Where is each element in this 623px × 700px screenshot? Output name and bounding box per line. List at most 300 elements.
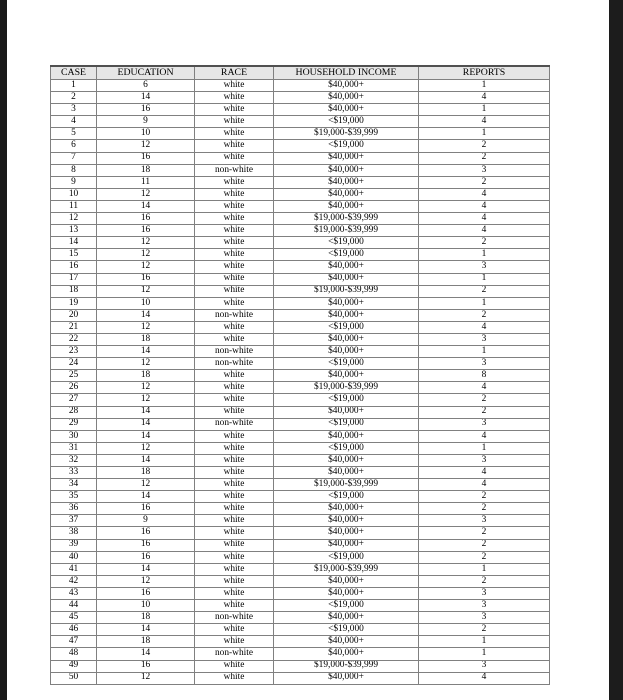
cell-education: 16 bbox=[97, 587, 195, 599]
cell-household-income: $19,000-$39,999 bbox=[274, 213, 419, 225]
cell-reports: 2 bbox=[419, 551, 550, 563]
cell-education: 12 bbox=[97, 382, 195, 394]
cell-race: white bbox=[195, 672, 274, 684]
cell-reports: 3 bbox=[419, 164, 550, 176]
cell-reports: 3 bbox=[419, 333, 550, 345]
table-row bbox=[51, 297, 550, 309]
table-row bbox=[51, 612, 550, 624]
cell-race: white bbox=[195, 321, 274, 333]
cell-education: 10 bbox=[97, 600, 195, 612]
cell-reports: 2 bbox=[419, 624, 550, 636]
cell-education: 16 bbox=[97, 503, 195, 515]
column-header-race: RACE bbox=[195, 66, 274, 80]
cell-education: 12 bbox=[97, 358, 195, 370]
cell-household-income: <$19,000 bbox=[274, 358, 419, 370]
table-row bbox=[51, 491, 550, 503]
cell-reports: 1 bbox=[419, 442, 550, 454]
cell-race: white bbox=[195, 128, 274, 140]
cell-education: 16 bbox=[97, 225, 195, 237]
cell-household-income: <$19,000 bbox=[274, 237, 419, 249]
cell-education: 12 bbox=[97, 321, 195, 333]
cell-case: 3 bbox=[51, 104, 97, 116]
cell-education: 14 bbox=[97, 563, 195, 575]
cell-education: 16 bbox=[97, 539, 195, 551]
cell-case: 1 bbox=[51, 80, 97, 92]
cell-case: 28 bbox=[51, 406, 97, 418]
cell-case: 40 bbox=[51, 551, 97, 563]
table-row bbox=[51, 225, 550, 237]
cell-household-income: $40,000+ bbox=[274, 370, 419, 382]
cell-education: 16 bbox=[97, 104, 195, 116]
cell-race: white bbox=[195, 176, 274, 188]
cell-household-income: <$19,000 bbox=[274, 600, 419, 612]
cell-household-income: $40,000+ bbox=[274, 539, 419, 551]
cell-case: 41 bbox=[51, 563, 97, 575]
cell-case: 30 bbox=[51, 430, 97, 442]
cell-education: 12 bbox=[97, 285, 195, 297]
table-row bbox=[51, 104, 550, 116]
cell-case: 44 bbox=[51, 600, 97, 612]
cell-household-income: $40,000+ bbox=[274, 273, 419, 285]
cell-case: 48 bbox=[51, 648, 97, 660]
cell-case: 45 bbox=[51, 612, 97, 624]
cell-case: 32 bbox=[51, 454, 97, 466]
cell-case: 33 bbox=[51, 467, 97, 479]
cell-reports: 4 bbox=[419, 479, 550, 491]
cell-reports: 1 bbox=[419, 636, 550, 648]
cell-education: 9 bbox=[97, 515, 195, 527]
table-row bbox=[51, 539, 550, 551]
cell-case: 46 bbox=[51, 624, 97, 636]
cell-case: 37 bbox=[51, 515, 97, 527]
cell-race: white bbox=[195, 527, 274, 539]
cell-household-income: $19,000-$39,999 bbox=[274, 225, 419, 237]
cell-household-income: <$19,000 bbox=[274, 249, 419, 261]
table-row bbox=[51, 563, 550, 575]
table-row bbox=[51, 213, 550, 225]
table-row bbox=[51, 672, 550, 684]
cell-case: 6 bbox=[51, 140, 97, 152]
cell-education: 14 bbox=[97, 200, 195, 212]
cell-education: 14 bbox=[97, 418, 195, 430]
cell-case: 42 bbox=[51, 575, 97, 587]
cell-race: white bbox=[195, 382, 274, 394]
cell-case: 5 bbox=[51, 128, 97, 140]
cell-education: 14 bbox=[97, 430, 195, 442]
cell-case: 29 bbox=[51, 418, 97, 430]
cell-race: white bbox=[195, 237, 274, 249]
cell-case: 15 bbox=[51, 249, 97, 261]
cell-reports: 4 bbox=[419, 321, 550, 333]
cell-case: 50 bbox=[51, 672, 97, 684]
cell-education: 12 bbox=[97, 394, 195, 406]
table-row bbox=[51, 370, 550, 382]
cell-household-income: $40,000+ bbox=[274, 297, 419, 309]
cell-household-income: $40,000+ bbox=[274, 164, 419, 176]
cell-household-income: $40,000+ bbox=[274, 152, 419, 164]
cell-race: white bbox=[195, 430, 274, 442]
cell-case: 24 bbox=[51, 358, 97, 370]
cell-reports: 2 bbox=[419, 575, 550, 587]
cell-household-income: $19,000-$39,999 bbox=[274, 382, 419, 394]
right-window-edge bbox=[609, 0, 623, 700]
cell-education: 12 bbox=[97, 237, 195, 249]
cell-household-income: $19,000-$39,999 bbox=[274, 285, 419, 297]
cell-education: 12 bbox=[97, 575, 195, 587]
cell-race: white bbox=[195, 479, 274, 491]
table-row bbox=[51, 624, 550, 636]
cell-reports: 4 bbox=[419, 213, 550, 225]
cell-education: 14 bbox=[97, 309, 195, 321]
table-row bbox=[51, 237, 550, 249]
cell-race: white bbox=[195, 213, 274, 225]
cell-education: 12 bbox=[97, 188, 195, 200]
cell-household-income: $40,000+ bbox=[274, 261, 419, 273]
cell-reports: 2 bbox=[419, 309, 550, 321]
cell-reports: 3 bbox=[419, 600, 550, 612]
cell-reports: 4 bbox=[419, 672, 550, 684]
cell-education: 12 bbox=[97, 672, 195, 684]
table-row bbox=[51, 587, 550, 599]
table-row bbox=[51, 321, 550, 333]
table-row bbox=[51, 188, 550, 200]
cell-education: 12 bbox=[97, 479, 195, 491]
cell-household-income: $40,000+ bbox=[274, 430, 419, 442]
cell-race: white bbox=[195, 249, 274, 261]
cell-case: 7 bbox=[51, 152, 97, 164]
cell-education: 12 bbox=[97, 442, 195, 454]
table-row bbox=[51, 600, 550, 612]
cell-race: white bbox=[195, 188, 274, 200]
cell-household-income: $40,000+ bbox=[274, 515, 419, 527]
table-row bbox=[51, 442, 550, 454]
table-row bbox=[51, 116, 550, 128]
table-row bbox=[51, 660, 550, 672]
cell-household-income: $40,000+ bbox=[274, 467, 419, 479]
cell-household-income: <$19,000 bbox=[274, 116, 419, 128]
cell-household-income: $40,000+ bbox=[274, 672, 419, 684]
cell-reports: 3 bbox=[419, 587, 550, 599]
table-row bbox=[51, 479, 550, 491]
cell-race: non-white bbox=[195, 346, 274, 358]
cell-education: 14 bbox=[97, 624, 195, 636]
column-header-education: EDUCATION bbox=[97, 66, 195, 80]
cell-education: 11 bbox=[97, 176, 195, 188]
cell-household-income: <$19,000 bbox=[274, 442, 419, 454]
cell-case: 18 bbox=[51, 285, 97, 297]
cell-education: 9 bbox=[97, 116, 195, 128]
cell-education: 18 bbox=[97, 164, 195, 176]
cell-case: 8 bbox=[51, 164, 97, 176]
header-row bbox=[51, 66, 550, 80]
table-row bbox=[51, 140, 550, 152]
cell-household-income: $40,000+ bbox=[274, 176, 419, 188]
cell-race: white bbox=[195, 140, 274, 152]
table-row bbox=[51, 309, 550, 321]
cell-race: white bbox=[195, 92, 274, 104]
column-header-case: CASE bbox=[51, 66, 97, 80]
table-row bbox=[51, 454, 550, 466]
cell-case: 39 bbox=[51, 539, 97, 551]
cell-household-income: $40,000+ bbox=[274, 92, 419, 104]
cell-education: 14 bbox=[97, 92, 195, 104]
cell-household-income: $40,000+ bbox=[274, 527, 419, 539]
table-row bbox=[51, 80, 550, 92]
cell-education: 16 bbox=[97, 527, 195, 539]
cell-race: white bbox=[195, 636, 274, 648]
cell-education: 10 bbox=[97, 297, 195, 309]
cell-reports: 2 bbox=[419, 285, 550, 297]
cell-education: 6 bbox=[97, 80, 195, 92]
cell-race: white bbox=[195, 225, 274, 237]
column-header-reports: REPORTS bbox=[419, 66, 550, 80]
cell-case: 47 bbox=[51, 636, 97, 648]
cell-race: white bbox=[195, 104, 274, 116]
cell-education: 16 bbox=[97, 660, 195, 672]
table-row bbox=[51, 636, 550, 648]
table-row bbox=[51, 406, 550, 418]
cell-case: 35 bbox=[51, 491, 97, 503]
cell-reports: 2 bbox=[419, 491, 550, 503]
cell-reports: 4 bbox=[419, 200, 550, 212]
table-row bbox=[51, 575, 550, 587]
cell-education: 14 bbox=[97, 346, 195, 358]
cell-reports: 2 bbox=[419, 539, 550, 551]
cell-household-income: <$19,000 bbox=[274, 624, 419, 636]
cell-household-income: $19,000-$39,999 bbox=[274, 128, 419, 140]
cell-race: white bbox=[195, 587, 274, 599]
table-row bbox=[51, 358, 550, 370]
cell-household-income: <$19,000 bbox=[274, 551, 419, 563]
cell-reports: 2 bbox=[419, 237, 550, 249]
cell-education: 18 bbox=[97, 636, 195, 648]
cell-reports: 2 bbox=[419, 394, 550, 406]
cell-household-income: $40,000+ bbox=[274, 104, 419, 116]
cell-education: 12 bbox=[97, 261, 195, 273]
cell-case: 49 bbox=[51, 660, 97, 672]
cell-race: white bbox=[195, 370, 274, 382]
cell-case: 25 bbox=[51, 370, 97, 382]
cell-race: white bbox=[195, 152, 274, 164]
cell-race: white bbox=[195, 563, 274, 575]
cell-household-income: $40,000+ bbox=[274, 503, 419, 515]
cell-race: white bbox=[195, 454, 274, 466]
table-row bbox=[51, 333, 550, 345]
table-row bbox=[51, 176, 550, 188]
cell-case: 17 bbox=[51, 273, 97, 285]
cell-reports: 4 bbox=[419, 92, 550, 104]
cell-case: 38 bbox=[51, 527, 97, 539]
cell-race: non-white bbox=[195, 612, 274, 624]
cell-case: 4 bbox=[51, 116, 97, 128]
cell-race: white bbox=[195, 442, 274, 454]
cell-education: 14 bbox=[97, 454, 195, 466]
cell-household-income: $40,000+ bbox=[274, 346, 419, 358]
cell-household-income: $40,000+ bbox=[274, 636, 419, 648]
cell-case: 12 bbox=[51, 213, 97, 225]
cell-race: white bbox=[195, 273, 274, 285]
table-row bbox=[51, 394, 550, 406]
cell-race: white bbox=[195, 80, 274, 92]
cell-case: 10 bbox=[51, 188, 97, 200]
cell-education: 16 bbox=[97, 213, 195, 225]
cell-education: 18 bbox=[97, 612, 195, 624]
cell-reports: 4 bbox=[419, 188, 550, 200]
cell-reports: 1 bbox=[419, 648, 550, 660]
cell-reports: 3 bbox=[419, 660, 550, 672]
cell-household-income: $19,000-$39,999 bbox=[274, 563, 419, 575]
cell-race: white bbox=[195, 200, 274, 212]
cell-reports: 3 bbox=[419, 454, 550, 466]
table-row bbox=[51, 152, 550, 164]
cell-reports: 4 bbox=[419, 382, 550, 394]
table-row bbox=[51, 430, 550, 442]
cell-household-income: $40,000+ bbox=[274, 587, 419, 599]
cell-education: 12 bbox=[97, 249, 195, 261]
cell-race: white bbox=[195, 297, 274, 309]
cell-education: 16 bbox=[97, 152, 195, 164]
cell-household-income: $40,000+ bbox=[274, 188, 419, 200]
cell-race: white bbox=[195, 491, 274, 503]
cell-race: non-white bbox=[195, 358, 274, 370]
cell-race: white bbox=[195, 551, 274, 563]
left-window-edge bbox=[0, 0, 7, 700]
table-row bbox=[51, 467, 550, 479]
cell-race: white bbox=[195, 660, 274, 672]
cell-reports: 1 bbox=[419, 128, 550, 140]
cell-case: 2 bbox=[51, 92, 97, 104]
cell-reports: 2 bbox=[419, 503, 550, 515]
cell-household-income: $40,000+ bbox=[274, 333, 419, 345]
table-row bbox=[51, 128, 550, 140]
cell-race: white bbox=[195, 539, 274, 551]
table-row bbox=[51, 273, 550, 285]
cell-reports: 8 bbox=[419, 370, 550, 382]
cell-reports: 4 bbox=[419, 116, 550, 128]
table-row bbox=[51, 346, 550, 358]
table-row bbox=[51, 503, 550, 515]
cell-case: 9 bbox=[51, 176, 97, 188]
cell-race: non-white bbox=[195, 418, 274, 430]
cell-case: 23 bbox=[51, 346, 97, 358]
cell-reports: 1 bbox=[419, 273, 550, 285]
cell-household-income: <$19,000 bbox=[274, 394, 419, 406]
cell-race: white bbox=[195, 467, 274, 479]
cell-case: 20 bbox=[51, 309, 97, 321]
cell-education: 14 bbox=[97, 491, 195, 503]
cell-reports: 2 bbox=[419, 140, 550, 152]
cell-race: white bbox=[195, 333, 274, 345]
cell-education: 16 bbox=[97, 551, 195, 563]
table-row bbox=[51, 382, 550, 394]
cell-race: white bbox=[195, 406, 274, 418]
cell-household-income: <$19,000 bbox=[274, 321, 419, 333]
cell-race: non-white bbox=[195, 648, 274, 660]
cell-household-income: $40,000+ bbox=[274, 309, 419, 321]
cell-reports: 1 bbox=[419, 249, 550, 261]
cell-case: 43 bbox=[51, 587, 97, 599]
cell-household-income: $19,000-$39,999 bbox=[274, 479, 419, 491]
cell-reports: 2 bbox=[419, 152, 550, 164]
cell-case: 34 bbox=[51, 479, 97, 491]
table-row bbox=[51, 527, 550, 539]
cell-education: 18 bbox=[97, 333, 195, 345]
cell-education: 14 bbox=[97, 406, 195, 418]
cell-race: white bbox=[195, 515, 274, 527]
cell-case: 21 bbox=[51, 321, 97, 333]
cell-reports: 2 bbox=[419, 176, 550, 188]
cell-education: 10 bbox=[97, 128, 195, 140]
cell-case: 36 bbox=[51, 503, 97, 515]
cell-race: white bbox=[195, 624, 274, 636]
cell-case: 14 bbox=[51, 237, 97, 249]
cell-reports: 3 bbox=[419, 612, 550, 624]
table-row bbox=[51, 200, 550, 212]
cell-race: non-white bbox=[195, 309, 274, 321]
cell-race: non-white bbox=[195, 164, 274, 176]
cell-education: 16 bbox=[97, 273, 195, 285]
cell-household-income: <$19,000 bbox=[274, 491, 419, 503]
cell-case: 13 bbox=[51, 225, 97, 237]
cell-case: 16 bbox=[51, 261, 97, 273]
cell-education: 18 bbox=[97, 467, 195, 479]
table-row bbox=[51, 551, 550, 563]
cell-case: 11 bbox=[51, 200, 97, 212]
cell-race: white bbox=[195, 600, 274, 612]
cell-household-income: <$19,000 bbox=[274, 140, 419, 152]
cell-case: 27 bbox=[51, 394, 97, 406]
table-row bbox=[51, 418, 550, 430]
cell-education: 14 bbox=[97, 648, 195, 660]
table-row bbox=[51, 249, 550, 261]
table-row bbox=[51, 164, 550, 176]
table-row bbox=[51, 261, 550, 273]
cell-race: white bbox=[195, 575, 274, 587]
cell-reports: 1 bbox=[419, 104, 550, 116]
cell-household-income: $40,000+ bbox=[274, 80, 419, 92]
cell-household-income: $40,000+ bbox=[274, 648, 419, 660]
cell-reports: 1 bbox=[419, 80, 550, 92]
table-row bbox=[51, 285, 550, 297]
cell-reports: 4 bbox=[419, 225, 550, 237]
cell-race: white bbox=[195, 261, 274, 273]
column-header-household-income: HOUSEHOLD INCOME bbox=[274, 66, 419, 80]
cell-case: 26 bbox=[51, 382, 97, 394]
data-table bbox=[50, 65, 550, 685]
cell-reports: 3 bbox=[419, 418, 550, 430]
cell-education: 12 bbox=[97, 140, 195, 152]
cell-reports: 3 bbox=[419, 358, 550, 370]
cell-case: 31 bbox=[51, 442, 97, 454]
cell-education: 18 bbox=[97, 370, 195, 382]
cell-reports: 4 bbox=[419, 467, 550, 479]
cell-reports: 3 bbox=[419, 261, 550, 273]
cell-reports: 1 bbox=[419, 563, 550, 575]
cell-reports: 1 bbox=[419, 346, 550, 358]
cell-household-income: <$19,000 bbox=[274, 418, 419, 430]
cell-case: 22 bbox=[51, 333, 97, 345]
table-row bbox=[51, 648, 550, 660]
cell-reports: 3 bbox=[419, 515, 550, 527]
cell-household-income: $40,000+ bbox=[274, 406, 419, 418]
cell-household-income: $19,000-$39,999 bbox=[274, 660, 419, 672]
cell-race: white bbox=[195, 285, 274, 297]
cell-reports: 2 bbox=[419, 527, 550, 539]
cell-race: white bbox=[195, 394, 274, 406]
cell-case: 19 bbox=[51, 297, 97, 309]
cell-household-income: $40,000+ bbox=[274, 612, 419, 624]
cell-household-income: $40,000+ bbox=[274, 200, 419, 212]
